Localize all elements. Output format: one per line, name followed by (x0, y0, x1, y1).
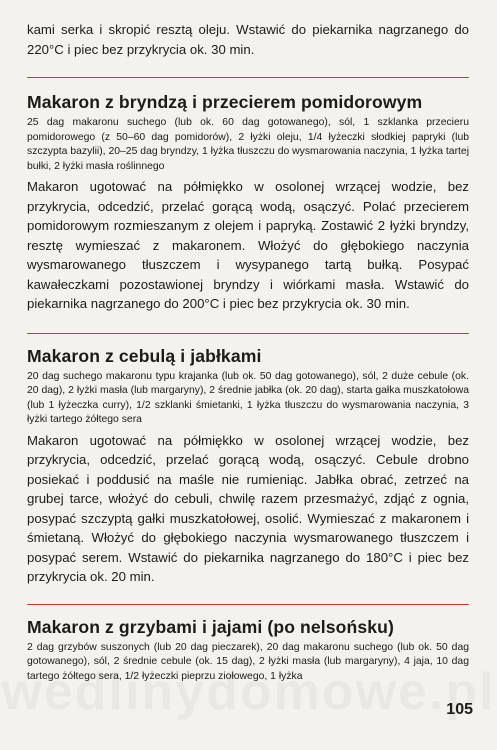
recipe-grzyby-jaja (27, 616, 469, 685)
recipe-ingredients: 20 dag suchego makaronu typu krajanka (lub ok. 50 dag gotowanego), sól, 2 duże cebule (ok. 20 dag), 2 łyżki masła (lub margaryny), 2 średnie jabłka (ok. 20 dag), starta gałka muszkatołowa (lub 1 łyżeczka curry), 1/2 szklanki śmietanki, 1 łyżka tłuszczu do wysmarowania naczynia, 3 łyżki tartego żółtego sera (27, 370, 469, 425)
section-divider (27, 333, 469, 334)
recipe-ingredients: 25 dag makaronu suchego (lub ok. 60 dag gotowanego), sól, 1 szklanka przecieru pomidorowego (z 50–60 dag pomidorów), 2 łyżki oleju, 1/4 łyżeczki słodkiej papryki (lub szczypta bazylii), 20–25 dag bryndzy, 1 łyżka tłuszczu do wysmarowania naczynia, 1 łyżka tartej bułki, 2 łyżki masła roślinnego (27, 117, 469, 172)
cookbook-page (27, 20, 469, 684)
recipe-title: Makaron z cebulą i jabłkami (27, 345, 262, 366)
recipe-title: Makaron z bryndzą i przecierem pomidorowym (27, 92, 423, 112)
recipe-method: Makaron ugotować na półmiękko w osolonej wrzącej wodzie, bez przykrycia, odcedzić, przelać gorącą wodą, osączyć. Cebule drobno posiekać i poddusić na maśle nie rumieniąc. Jabłka obrać, zetrzeć na grubej tarce, włożyć do cebuli, chwilę razem przesmażyć, zdjąć z ognia, posypać szczyptą gałki muszkatołowej, osolić. Wymieszać z makaronem i śmietaną. Włożyć do głębokiego naczynia wysmarowanego tłuszczem i posypać serem. Wstawić do piekarnika nagrzanego do 180°C i piec bez przykrycia ok. 20 min. (27, 432, 469, 584)
intro-paragraph: kami serka i skropić resztą oleju. Wstawić do piekarnika nagrzanego do 220°C i piec bez przykrycia ok. 30 min. (27, 22, 469, 57)
section-divider (27, 604, 469, 605)
recipe-ingredients: 2 dag grzybów suszonych (lub 20 dag pieczarek), 20 dag makaronu suchego (lub ok. 50 dag gotowanego), sól, 2 średnie cebule (ok. 15 dag), 2 łyżki masła (lub margaryny), 4 jaja, 10 dag tartego żółtego sera, 1/2 łyżeczki pieprzu ziołowego, 1 łyżka (27, 641, 469, 682)
recipe-method: Makaron ugotować na półmiękko w osolonej wrzącej wodzie, bez przykrycia, odcedzić, przelać gorącą wodą, osączyć. Polać przecierem pomidorowym rozmieszanym z olejem i papryką. Zostawić 2 łyżki bryndzy, resztę wymieszać z makaronem. Włożyć do głębokiego naczynia wysmarowanego tłuszczem i wysypanego tartą bułką. Posypać kawałeczkami pozostawionej bryndzy i wiórkami masła. Wstawić do piekarnika nagrzanego do 200°C i piec bez przykrycia ok. 30 min. (27, 179, 469, 311)
recipe-bryndza (27, 91, 469, 314)
section-divider (27, 77, 469, 78)
recipe-cebula-jablka (27, 345, 469, 587)
page-number: 105 (446, 701, 473, 718)
recipe-title: Makaron z grzybami i jajami (po nelsońsku) (27, 616, 394, 637)
